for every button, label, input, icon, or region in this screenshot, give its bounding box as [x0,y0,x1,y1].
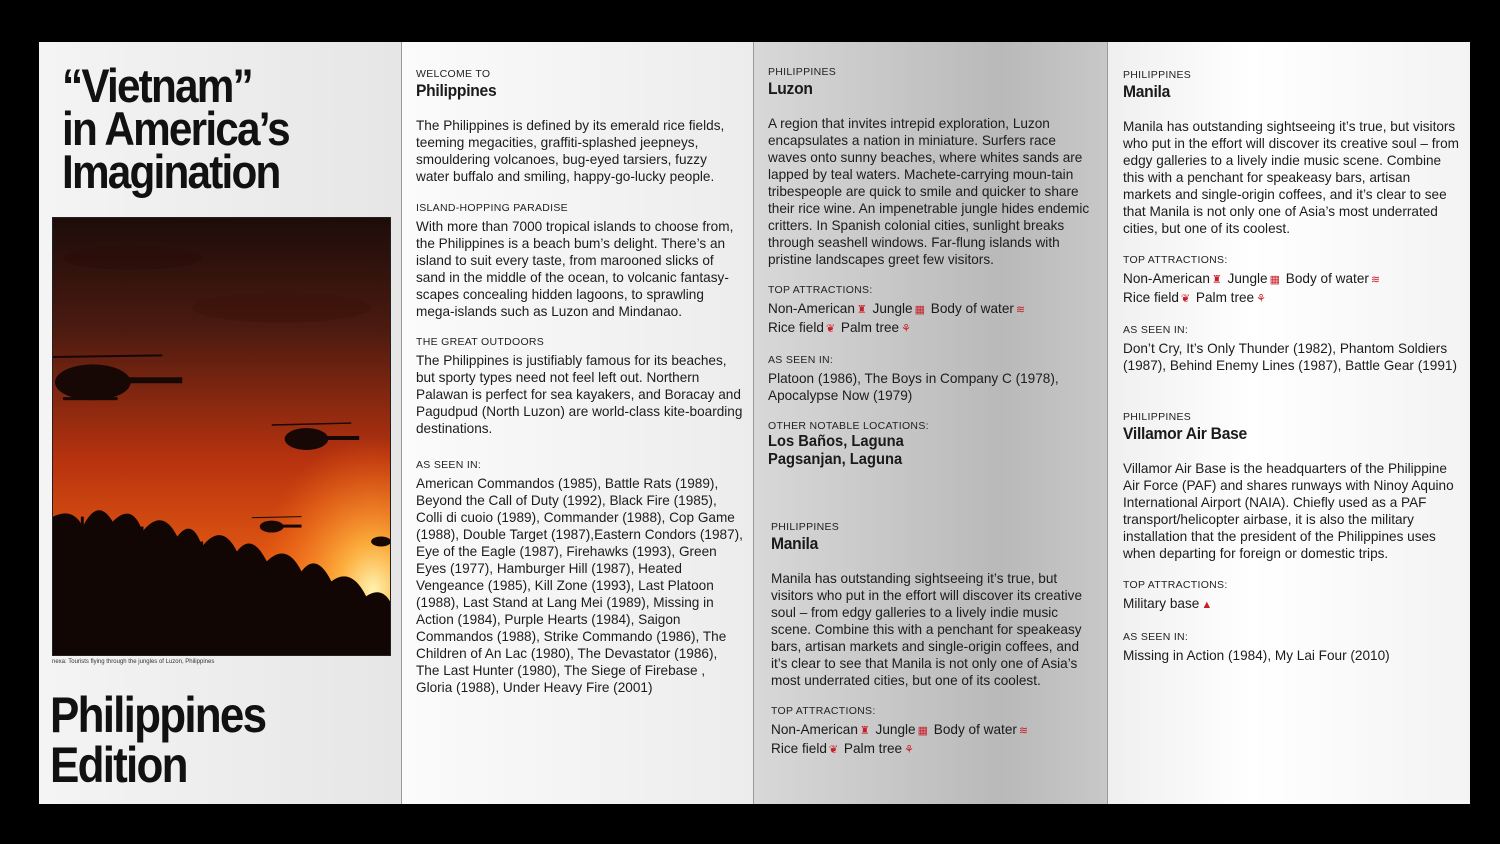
section-title: Manila [771,534,819,553]
luzon-text: A region that invites intrepid exploration, Luzon encapsulates a nation in miniature. Surfers race waves onto sunny beaches, where whites sands are lapped by teal waters. Machete-carrying moun-tain tribespeople are quick to smile and quicker to share their rice wine. An impenetrable jungle hides endemic critters. In Spanish colonial cities, sunlight breaks through seashell windows. Far-flung islands with pristine landscapes greet few visitors. [768,116,1090,267]
cover-title-line: “Vietnam” [62,59,252,112]
rice-icon: ❦ [1180,293,1191,305]
location-item: Los Baños, Laguna [768,433,904,450]
palm-tree-icon: ⚘ [1256,293,1266,305]
person-icon: ♜ [859,725,870,737]
attraction-item: Military base [1123,596,1200,611]
film-list: Don’t Cry, It’s Only Thunder (1982), Phantom Soldiers (1987), Behind Enemy Lines (1987), Battle Gear (1991) [1123,341,1457,373]
top-attractions-label: TOP ATTRACTIONS: [1123,579,1228,591]
attraction-item: Jungle [1227,271,1268,286]
luzon-panel [754,42,1107,804]
section-title: Philippines [416,81,497,100]
as-seen-in-label: AS SEEN IN: [416,459,482,471]
water-icon: ≋ [1018,725,1029,737]
cover-title-line: in America’s [62,102,289,155]
kicker: WELCOME TO [416,68,491,80]
subsection-text: The Philippines is justifiably famous for its beaches, but sporty types need not feel left out. Northern Palawan is perfect for sea kayakers, and Boracay and Pagudpud (North Luzon) are world-class kite-boarding destinations. [416,353,743,436]
top-attractions-label: TOP ATTRACTIONS: [768,284,873,296]
jungle-icon: ▦ [917,725,929,737]
welcome-panel [402,42,753,804]
attraction-item: Palm tree [843,741,903,756]
subsection-text: With more than 7000 tropical islands to choose from, the Philippines is a beach bum’s delight. There’s an island to suit every taste, from marooned slicks of sand in the middle of the ocean, to volcanic fantasy-scapes concealing hidden lagoons, to sprawling mega-islands such as Luzon and Mindanao. [416,219,734,319]
person-icon: ♜ [856,304,867,316]
as-seen-in-label: AS SEEN IN: [1123,324,1189,336]
helicopter-sunset-image [53,218,390,655]
jungle-icon: ▦ [1269,274,1281,286]
attraction-item: Rice field [1123,290,1179,305]
film-list: Platoon (1986), The Boys in Company C (1978), Apocalypse Now (1979) [768,371,1059,403]
attractions-list [1123,270,1460,308]
film-list: Missing in Action (1984), My Lai Four (2010) [1123,648,1390,663]
cover-title [62,59,289,198]
intro-text: The Philippines is defined by its emerald rice fields, teeming megacities, graffiti-splashed jeepneys, smouldering volcanoes, bug-eyed tarsiers, fuzzy water buffalo and smiling, happy-go-lucky people. [416,118,725,184]
water-icon: ≋ [1015,304,1026,316]
cover-panel [39,42,401,804]
kicker: PHILIPPINES [768,66,837,78]
cover-photo [52,217,391,656]
cover-title-line: Imagination [62,145,280,198]
attraction-item: Non-American [771,722,858,737]
attraction-item: Jungle [875,722,916,737]
subsection-label: THE GREAT OUTDOORS [416,336,545,348]
attraction-item: Rice field [768,320,824,335]
airbase-text: Villamor Air Base is the headquarters of the Philippine Air Force (PAF) and shares runways with Ninoy Aquino International Airport (NAIA). Chiefly used as a PAF transport/helicopter airbase, it is also the military installation that the president of the Philippines uses when departing for foreign or domestic trips. [1123,461,1454,561]
as-seen-in-label: AS SEEN IN: [768,354,834,366]
manila-text: Manila has outstanding sightseeing it’s true, but visitors who put in the effort will discover its creative soul – from edgy galleries to a lively indie music scene. Combine this with a penchant for speakeasy bars, artisan markets and single-origin coffees, and it’s clear to see that Manila is not only one of Asia’s most underrated cities, but one of its coolest. [771,571,1083,688]
rice-icon: ❦ [828,744,839,756]
attractions-list [771,721,1097,759]
attractions-list [1123,595,1460,614]
other-locations-label: OTHER NOTABLE LOCATIONS: [768,420,929,432]
section-title: Villamor Air Base [1123,424,1247,443]
attraction-item: Jungle [872,301,913,316]
attraction-item: Rice field [771,741,827,756]
attraction-item: Non-American [768,301,855,316]
top-attractions-label: TOP ATTRACTIONS: [1123,254,1228,266]
kicker: PHILIPPINES [1123,69,1192,81]
attractions-list [768,300,1097,338]
attraction-item: Palm tree [1195,290,1255,305]
rice-icon: ❦ [825,323,836,335]
location-item: Pagsanjan, Laguna [768,451,903,468]
attraction-item: Non-American [1123,271,1210,286]
palm-tree-icon: ⚘ [901,323,911,335]
subsection-label: ISLAND-HOPPING PARADISE [416,202,568,214]
kicker: PHILIPPINES [771,521,840,533]
person-icon: ♜ [1211,274,1222,286]
film-list: American Commandos (1985), Battle Rats (1989), Beyond the Call of Duty (1992), Black Fire (1985), Colli di cuoio (1989), Commander (1988), Cop Game (1988), Double Target (1987),Eastern Condors (1987), Eye of the Eagle (1987), Firehawks (1993), Green Eyes (1977), Hamburger Hill (1987), Heated Vengeance (1985), Kill Zone (1993), Last Platoon (1988), Last Stand at Lang Mei (1989), Missing in Action (1984), Purple Hearts (1984), Saigon Commandos (1988), Strike Commando (1986), The Children of An Lac (1980), The Devastator (1986), The Last Hunter (1980), The Siege of Firebase , Gloria (1988), Under Heavy Fire (2001) [416,476,743,695]
edition-title [50,687,266,793]
as-seen-in-label: AS SEEN IN: [1123,631,1189,643]
jungle-icon: ▦ [914,304,926,316]
section-title: Manila [1123,82,1171,101]
military-base-icon: ▲ [1201,599,1213,611]
photo-caption: nexa: Tourists flying through the jungles of Luzon, Philippines [52,659,215,665]
attraction-item: Body of water [1285,271,1369,286]
attraction-item: Body of water [933,722,1017,737]
manila-panel [1108,42,1470,804]
kicker: PHILIPPINES [1123,411,1192,423]
manila-text: Manila has outstanding sightseeing it’s true, but visitors who put in the effort will discover its creative soul – from edgy galleries to a lively indie music scene. Combine this with a penchant for speakeasy bars, artisan markets and single-origin coffees, and it’s clear to see that Manila is not only one of Asia’s most underrated cities, but one of its coolest. [1123,119,1459,236]
edition-line: Edition [50,737,187,793]
edition-line: Philippines [50,687,266,743]
top-attractions-label: TOP ATTRACTIONS: [771,705,876,717]
attraction-item: Palm tree [840,320,900,335]
section-title: Luzon [768,79,813,98]
water-icon: ≋ [1370,274,1381,286]
attraction-item: Body of water [930,301,1014,316]
palm-tree-icon: ⚘ [904,744,914,756]
